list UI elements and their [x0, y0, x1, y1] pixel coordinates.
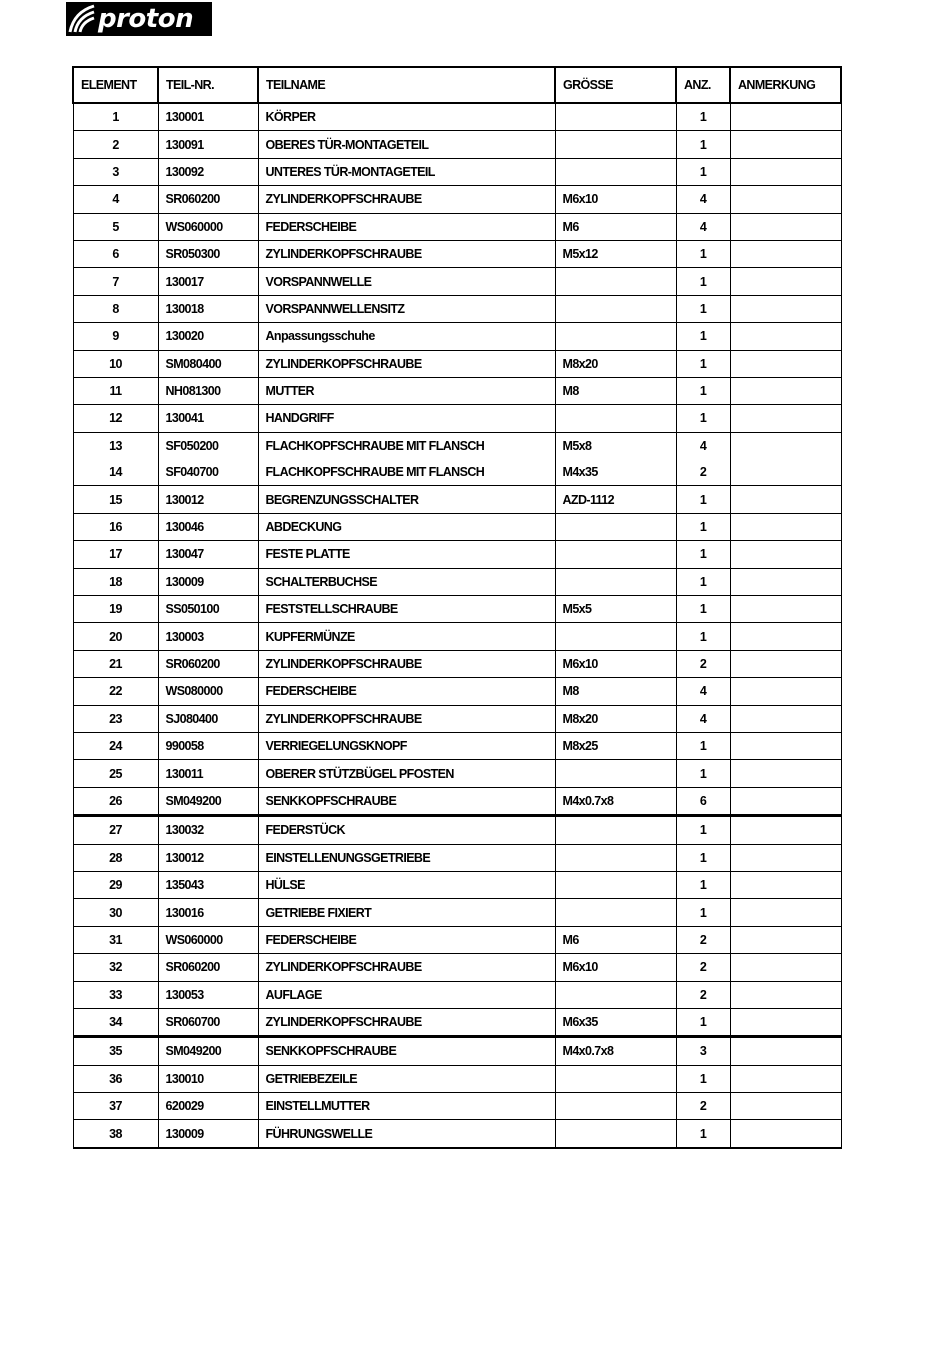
cell-element: 8 — [73, 295, 158, 322]
cell-element: 38 — [73, 1120, 158, 1148]
cell-remark — [730, 596, 841, 623]
cell-element: 32 — [73, 954, 158, 981]
header-remark: ANMERKUNG — [730, 67, 841, 103]
cell-remark — [730, 158, 841, 185]
cell-quantity: 1 — [676, 131, 730, 158]
cell-element: 31 — [73, 926, 158, 953]
cell-size — [555, 103, 676, 131]
cell-part-number: 130011 — [158, 760, 258, 787]
cell-element: 3 — [73, 158, 158, 185]
cell-element: 1 — [73, 103, 158, 131]
cell-element: 21 — [73, 650, 158, 677]
cell-remark — [730, 405, 841, 432]
cell-size — [555, 899, 676, 926]
cell-size — [555, 568, 676, 595]
table-row — [73, 213, 841, 240]
cell-part-name: ZYLINDERKOPFSCHRAUBE — [258, 240, 555, 267]
cell-size: M6x35 — [555, 1008, 676, 1036]
cell-element: 30 — [73, 899, 158, 926]
cell-remark — [730, 1093, 841, 1120]
cell-part-number: 130012 — [158, 844, 258, 871]
cell-part-name: FESTE PLATTE — [258, 541, 555, 568]
cell-part-number: SR060200 — [158, 954, 258, 981]
cell-quantity: 2 — [676, 954, 730, 981]
cell-size — [555, 1120, 676, 1148]
cell-size — [555, 1065, 676, 1092]
cell-quantity: 1 — [676, 350, 730, 377]
cell-part-name: UNTERES TÜR-MONTAGETEIL — [258, 158, 555, 185]
cell-remark — [730, 844, 841, 871]
table-row — [73, 678, 841, 705]
cell-remark — [730, 732, 841, 759]
cell-part-number: 990058 — [158, 732, 258, 759]
table-row — [73, 732, 841, 759]
cell-quantity: 1 — [676, 816, 730, 844]
cell-part-number: SR050300 — [158, 240, 258, 267]
cell-part-number: 130009 — [158, 568, 258, 595]
cell-quantity: 2 — [676, 459, 730, 486]
cell-remark — [730, 623, 841, 650]
cell-part-name: OBERES TÜR-MONTAGETEIL — [258, 131, 555, 158]
table-row — [73, 981, 841, 1008]
table-row — [73, 459, 841, 486]
cell-part-number: 130053 — [158, 981, 258, 1008]
cell-element: 11 — [73, 377, 158, 404]
cell-remark — [730, 1008, 841, 1036]
cell-remark — [730, 377, 841, 404]
cell-quantity: 1 — [676, 568, 730, 595]
table-row — [73, 1065, 841, 1092]
cell-element: 27 — [73, 816, 158, 844]
table-row — [73, 1120, 841, 1148]
cell-part-number: SJ080400 — [158, 705, 258, 732]
cell-remark — [730, 787, 841, 815]
cell-quantity: 4 — [676, 186, 730, 213]
cell-part-number: 130017 — [158, 268, 258, 295]
cell-part-number: 130047 — [158, 541, 258, 568]
cell-part-name: EINSTELLENUNGSGETRIEBE — [258, 844, 555, 871]
cell-quantity: 1 — [676, 323, 730, 350]
cell-quantity: 3 — [676, 1037, 730, 1065]
cell-part-name: ZYLINDERKOPFSCHRAUBE — [258, 650, 555, 677]
table-row — [73, 596, 841, 623]
cell-size — [555, 1093, 676, 1120]
cell-element: 12 — [73, 405, 158, 432]
cell-remark — [730, 295, 841, 322]
cell-part-name: ZYLINDERKOPFSCHRAUBE — [258, 705, 555, 732]
table-row — [73, 1037, 841, 1065]
cell-quantity: 1 — [676, 1008, 730, 1036]
cell-part-number: 130032 — [158, 816, 258, 844]
cell-remark — [730, 650, 841, 677]
cell-part-name: SENKKOPFSCHRAUBE — [258, 787, 555, 815]
table-row — [73, 513, 841, 540]
cell-part-number: NH081300 — [158, 377, 258, 404]
cell-part-name: FEDERSCHEIBE — [258, 678, 555, 705]
cell-part-number: SR060200 — [158, 186, 258, 213]
table-row — [73, 1008, 841, 1036]
cell-element: 35 — [73, 1037, 158, 1065]
cell-quantity: 1 — [676, 732, 730, 759]
table-row — [73, 186, 841, 213]
cell-element: 7 — [73, 268, 158, 295]
cell-element: 34 — [73, 1008, 158, 1036]
cell-part-name: ZYLINDERKOPFSCHRAUBE — [258, 350, 555, 377]
cell-part-name: GETRIEBEZEILE — [258, 1065, 555, 1092]
cell-part-name: OBERER STÜTZBÜGEL PFOSTEN — [258, 760, 555, 787]
cell-element: 4 — [73, 186, 158, 213]
cell-size: M4x0.7x8 — [555, 1037, 676, 1065]
cell-quantity: 1 — [676, 513, 730, 540]
cell-element: 2 — [73, 131, 158, 158]
table-row — [73, 816, 841, 844]
cell-size: M5x8 — [555, 432, 676, 459]
cell-quantity: 1 — [676, 158, 730, 185]
table-row — [73, 486, 841, 513]
cell-remark — [730, 513, 841, 540]
table-row — [73, 295, 841, 322]
cell-size — [555, 871, 676, 898]
cell-part-name: KUPFERMÜNZE — [258, 623, 555, 650]
cell-part-name: SENKKOPFSCHRAUBE — [258, 1037, 555, 1065]
table-row — [73, 405, 841, 432]
cell-part-name: EINSTELLMUTTER — [258, 1093, 555, 1120]
cell-part-number: 135043 — [158, 871, 258, 898]
cell-part-name: Anpassungsschuhe — [258, 323, 555, 350]
cell-remark — [730, 760, 841, 787]
cell-element: 25 — [73, 760, 158, 787]
cell-element: 18 — [73, 568, 158, 595]
cell-part-name: FÜHRUNGSWELLE — [258, 1120, 555, 1148]
header-size: GRÖSSE — [555, 67, 676, 103]
cell-remark — [730, 678, 841, 705]
table-row — [73, 568, 841, 595]
cell-element: 22 — [73, 678, 158, 705]
cell-part-name: KÖRPER — [258, 103, 555, 131]
cell-part-number: WS060000 — [158, 926, 258, 953]
cell-remark — [730, 131, 841, 158]
cell-remark — [730, 459, 841, 486]
cell-element: 26 — [73, 787, 158, 815]
cell-remark — [730, 568, 841, 595]
cell-remark — [730, 350, 841, 377]
cell-part-name: FEDERSCHEIBE — [258, 926, 555, 953]
cell-part-name: BEGRENZUNGSSCHALTER — [258, 486, 555, 513]
cell-quantity: 1 — [676, 760, 730, 787]
cell-quantity: 1 — [676, 844, 730, 871]
cell-size — [555, 158, 676, 185]
cell-size — [555, 760, 676, 787]
table-row — [73, 787, 841, 815]
table-row — [73, 650, 841, 677]
cell-part-name: ABDECKUNG — [258, 513, 555, 540]
cell-size — [555, 405, 676, 432]
cell-part-name: FLACHKOPFSCHRAUBE MIT FLANSCH — [258, 459, 555, 486]
header-part-number: TEIL-NR. — [158, 67, 258, 103]
cell-part-name: FEDERSTÜCK — [258, 816, 555, 844]
cell-size: M4x0.7x8 — [555, 787, 676, 815]
header-quantity: ANZ. — [676, 67, 730, 103]
cell-remark — [730, 486, 841, 513]
cell-remark — [730, 899, 841, 926]
cell-remark — [730, 954, 841, 981]
table-row — [73, 158, 841, 185]
cell-size — [555, 844, 676, 871]
cell-part-name: FESTSTELLSCHRAUBE — [258, 596, 555, 623]
cell-quantity: 4 — [676, 678, 730, 705]
cell-part-name: VERRIEGELUNGSKNOPF — [258, 732, 555, 759]
cell-size: M6x10 — [555, 650, 676, 677]
table-row — [73, 541, 841, 568]
cell-part-number: 130012 — [158, 486, 258, 513]
cell-size: M8x20 — [555, 705, 676, 732]
cell-quantity: 1 — [676, 1065, 730, 1092]
cell-quantity: 1 — [676, 103, 730, 131]
cell-part-name: ZYLINDERKOPFSCHRAUBE — [258, 1008, 555, 1036]
cell-part-number: 130091 — [158, 131, 258, 158]
cell-quantity: 1 — [676, 377, 730, 404]
cell-element: 10 — [73, 350, 158, 377]
cell-quantity: 4 — [676, 213, 730, 240]
cell-part-number: 130010 — [158, 1065, 258, 1092]
cell-element: 20 — [73, 623, 158, 650]
cell-size — [555, 131, 676, 158]
cell-quantity: 1 — [676, 268, 730, 295]
cell-part-number: SF040700 — [158, 459, 258, 486]
cell-quantity: 2 — [676, 981, 730, 1008]
cell-part-number: 130020 — [158, 323, 258, 350]
table-row — [73, 240, 841, 267]
cell-element: 28 — [73, 844, 158, 871]
cell-quantity: 1 — [676, 1120, 730, 1148]
cell-part-number: 130003 — [158, 623, 258, 650]
cell-element: 37 — [73, 1093, 158, 1120]
table-row — [73, 760, 841, 787]
cell-quantity: 1 — [676, 899, 730, 926]
table-row — [73, 323, 841, 350]
cell-remark — [730, 871, 841, 898]
cell-quantity: 2 — [676, 1093, 730, 1120]
table-row — [73, 350, 841, 377]
cell-quantity: 6 — [676, 787, 730, 815]
table-header-row — [73, 67, 841, 103]
cell-remark — [730, 926, 841, 953]
table-row — [73, 623, 841, 650]
cell-size — [555, 323, 676, 350]
cell-remark — [730, 541, 841, 568]
cell-quantity: 1 — [676, 541, 730, 568]
cell-part-number: SM049200 — [158, 787, 258, 815]
cell-quantity: 1 — [676, 240, 730, 267]
cell-part-name: FLACHKOPFSCHRAUBE MIT FLANSCH — [258, 432, 555, 459]
cell-size — [555, 541, 676, 568]
cell-part-name: HANDGRIFF — [258, 405, 555, 432]
cell-remark — [730, 186, 841, 213]
cell-element: 6 — [73, 240, 158, 267]
cell-quantity: 1 — [676, 295, 730, 322]
cell-size: M6 — [555, 213, 676, 240]
cell-element: 15 — [73, 486, 158, 513]
cell-size: M5x12 — [555, 240, 676, 267]
cell-quantity: 1 — [676, 623, 730, 650]
cell-size — [555, 981, 676, 1008]
cell-remark — [730, 323, 841, 350]
cell-remark — [730, 1065, 841, 1092]
table-row — [73, 844, 841, 871]
cell-quantity: 2 — [676, 650, 730, 677]
cell-part-number: SM049200 — [158, 1037, 258, 1065]
cell-part-name: ZYLINDERKOPFSCHRAUBE — [258, 186, 555, 213]
cell-remark — [730, 1120, 841, 1148]
cell-part-number: 130092 — [158, 158, 258, 185]
cell-element: 24 — [73, 732, 158, 759]
cell-remark — [730, 213, 841, 240]
cell-remark — [730, 432, 841, 459]
cell-element: 33 — [73, 981, 158, 1008]
cell-part-number: SR060700 — [158, 1008, 258, 1036]
cell-remark — [730, 816, 841, 844]
cell-part-number: 130041 — [158, 405, 258, 432]
cell-element: 23 — [73, 705, 158, 732]
cell-part-number: 130016 — [158, 899, 258, 926]
cell-remark — [730, 705, 841, 732]
cell-size — [555, 623, 676, 650]
cell-size: M4x35 — [555, 459, 676, 486]
cell-size — [555, 513, 676, 540]
cell-part-name: VORSPANNWELLE — [258, 268, 555, 295]
cell-size — [555, 816, 676, 844]
cell-size: AZD-1112 — [555, 486, 676, 513]
cell-part-number: SF050200 — [158, 432, 258, 459]
parts-list-table — [72, 66, 842, 1149]
cell-quantity: 1 — [676, 486, 730, 513]
proton-logo — [66, 2, 212, 36]
cell-element: 19 — [73, 596, 158, 623]
cell-element: 9 — [73, 323, 158, 350]
cell-part-name: AUFLAGE — [258, 981, 555, 1008]
cell-size: M8x20 — [555, 350, 676, 377]
cell-remark — [730, 103, 841, 131]
cell-size: M6 — [555, 926, 676, 953]
table-row — [73, 926, 841, 953]
table-row — [73, 377, 841, 404]
cell-part-number: WS080000 — [158, 678, 258, 705]
cell-element: 36 — [73, 1065, 158, 1092]
cell-part-number: 130009 — [158, 1120, 258, 1148]
cell-part-number: SM080400 — [158, 350, 258, 377]
cell-part-number: SR060200 — [158, 650, 258, 677]
cell-part-number: 620029 — [158, 1093, 258, 1120]
cell-quantity: 2 — [676, 926, 730, 953]
cell-quantity: 4 — [676, 705, 730, 732]
table-row — [73, 1093, 841, 1120]
cell-size: M5x5 — [555, 596, 676, 623]
cell-part-number: WS060000 — [158, 213, 258, 240]
header-element: ELEMENT — [73, 67, 158, 103]
cell-quantity: 4 — [676, 432, 730, 459]
cell-size: M6x10 — [555, 186, 676, 213]
cell-part-name: ZYLINDERKOPFSCHRAUBE — [258, 954, 555, 981]
table-row — [73, 954, 841, 981]
table-row — [73, 103, 841, 131]
cell-remark — [730, 268, 841, 295]
cell-remark — [730, 981, 841, 1008]
cell-part-number: 130018 — [158, 295, 258, 322]
header-part-name: TEILNAME — [258, 67, 555, 103]
cell-size: M8x25 — [555, 732, 676, 759]
cell-part-number: 130001 — [158, 103, 258, 131]
cell-element: 17 — [73, 541, 158, 568]
cell-element: 16 — [73, 513, 158, 540]
cell-element: 14 — [73, 459, 158, 486]
cell-quantity: 1 — [676, 596, 730, 623]
cell-size: M6x10 — [555, 954, 676, 981]
cell-part-number: SS050100 — [158, 596, 258, 623]
table-row — [73, 432, 841, 459]
table-row — [73, 131, 841, 158]
cell-size: M8 — [555, 678, 676, 705]
cell-size: M8 — [555, 377, 676, 404]
cell-quantity: 1 — [676, 405, 730, 432]
cell-element: 29 — [73, 871, 158, 898]
cell-element: 13 — [73, 432, 158, 459]
cell-part-name: GETRIEBE FIXIERT — [258, 899, 555, 926]
table-row — [73, 705, 841, 732]
cell-part-name: FEDERSCHEIBE — [258, 213, 555, 240]
cell-part-name: SCHALTERBUCHSE — [258, 568, 555, 595]
cell-part-name: HÜLSE — [258, 871, 555, 898]
cell-element: 5 — [73, 213, 158, 240]
brand-name: proton — [98, 4, 194, 34]
cell-part-number: 130046 — [158, 513, 258, 540]
cell-remark — [730, 240, 841, 267]
cell-remark — [730, 1037, 841, 1065]
table-row — [73, 268, 841, 295]
cell-part-name: VORSPANNWELLENSITZ — [258, 295, 555, 322]
cell-part-name: MUTTER — [258, 377, 555, 404]
table-row — [73, 899, 841, 926]
proton-swoosh-icon — [66, 2, 96, 36]
table-row — [73, 871, 841, 898]
cell-size — [555, 268, 676, 295]
cell-quantity: 1 — [676, 871, 730, 898]
cell-size — [555, 295, 676, 322]
